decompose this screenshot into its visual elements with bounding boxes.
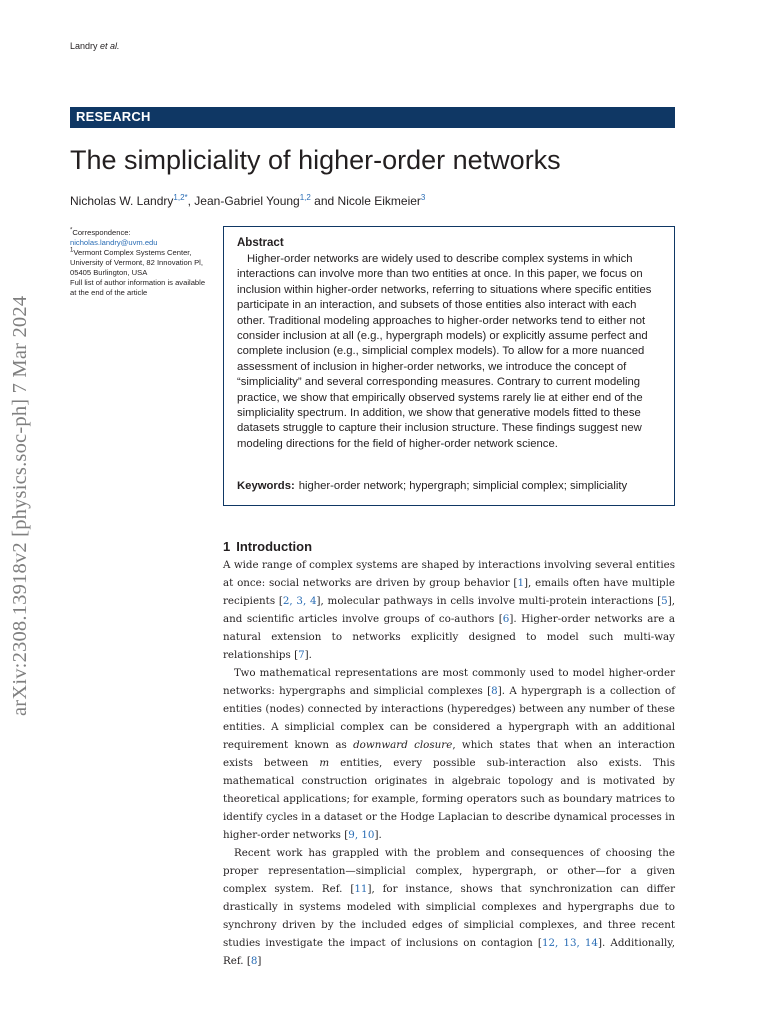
abstract-box: [223, 226, 675, 506]
abstract-heading: Abstract: [237, 237, 284, 249]
citation-link[interactable]: 1: [517, 577, 525, 589]
citation-link[interactable]: 2, 3, 4: [282, 595, 317, 607]
running-head: Landry et al.: [70, 41, 120, 51]
affiliation-text: Vermont Complex Systems Center, University of Vermont, 82 Innovation Pl, 05405 Burlington, USA: [70, 248, 203, 277]
paper-title: The simpliciality of higher-order networks: [70, 145, 561, 175]
intro-paragraph-2: Two mathematical representations are most commonly used to model higher-order networks: hypergraphs and simplicial complexes [8]. A hypergraph is a collection of entities (nodes) connected by interactions (hyperedges) between any number of these entities. A simplicial complex can be considered a hypergraph with an additional requirement known as downward closure, which states that when an interaction exists between m entities, every possible sub-interaction also exists. This mathematical construction originates in algebraic topology and is motivated by theoretical applications; for example, forming operators such as boundary matrices to identify cycles in a dataset or the Hodge Laplacian to describe dynamical processes in higher-order networks [9, 10].: [223, 667, 676, 841]
citation-link[interactable]: 12, 13, 14: [541, 937, 598, 949]
author-affiliation[interactable]: 1,2: [299, 193, 311, 202]
correspondence-email[interactable]: nicholas.landry@uvm.edu: [70, 238, 158, 247]
intro-paragraph-3: Recent work has grappled with the problem and consequences of choosing the proper representation—simplicial complex, hypergraph, or other—for a given complex system. Ref. [11], for instance, shows that synchronization can differ drastically in systems modeled with simplicial complexes and hypergraphs due to synchrony driven by the included edges of simplicial complexes, and three recent studies investigate the impact of inclusions on contagion [12, 13, 14]. Additionally, Ref. [8]: [223, 847, 676, 967]
citation-link[interactable]: 7: [298, 649, 305, 661]
section-label: RESEARCH: [76, 109, 151, 124]
citation-link[interactable]: 9, 10: [348, 829, 375, 841]
author-list: Nicholas W. Landry$^{1,2*}$, Jean-Gabriel Young$^{1,2}$ and Nicole Eikmeier$^3$: [70, 193, 426, 208]
author-info-note: Full list of author information is available at the end of the article: [70, 278, 206, 297]
author-affiliation[interactable]: 3: [420, 193, 426, 202]
correspondence-notes: *Correspondence: nicholas.landry@uvm.edu $^1$Vermont Complex Systems Center, University of Vermont, 82 Innovation Pl, 05405 Burlington, USA Full list of author information is available at the end of the article: [70, 228, 210, 298]
abstract-text: Higher-order networks are widely used to describe complex systems in which interactions can involve more than two entities at once. In this paper, we focus on inclusion within higher-order networks, referring to situations where specific entities participate in an interaction, and subsets of those entities also interact with each other. Traditional modeling approaches to higher-order networks tend to either not consider inclusion at all (e.g., hypergraph models) or explicitly assume perfect and complete inclusion (e.g., simplicial complex models). To allow for a more nuanced assessment of inclusion in higher-order networks, we introduce the concept of “simpliciality” and several corresponding measures. Contrary to current modeling practice, we show that empirically observed systems rarely lie at either end of the simpliciality spectrum. In addition, we show that generative models fitted to these datasets struggle to capture their inclusion structure. These findings suggest new modeling directions for the field of higher-order network science.: [237, 253, 652, 450]
keywords-line: Keywords: higher-order network; hypergraph; simplicial complex; simpliciality: [237, 480, 628, 492]
citation-link[interactable]: 11: [354, 883, 368, 895]
author-name: Nicholas W. Landry: [70, 194, 174, 208]
arxiv-stamp: arXiv:2308.13918v2 [physics.soc-ph] 7 Mar 2024: [9, 295, 31, 716]
author-affiliation[interactable]: 1,2*: [173, 193, 188, 202]
citation-link[interactable]: 8: [491, 685, 498, 697]
citation-link[interactable]: 5: [661, 595, 668, 607]
intro-paragraph-1: A wide range of complex systems are shaped by interactions involving several entities at once: social networks are driven by group behavior [1], emails often have multiple recipients [2, 3, 4], molecular pathways in cells involve multi-protein interactions [5], and scientific articles involve groups of co-authors [6]. Higher-order networks are a natural extension to networks explicitly designed to model such multi-way relationships [7].: [223, 559, 676, 661]
citation-link[interactable]: 8: [250, 955, 258, 967]
citation-link[interactable]: 6: [502, 613, 510, 625]
section-heading-introduction: 1 Introduction: [223, 539, 313, 554]
author-name: Nicole Eikmeier: [337, 194, 421, 208]
section-label-bar: [70, 107, 675, 128]
author-name: Jean-Gabriel Young: [194, 194, 300, 208]
